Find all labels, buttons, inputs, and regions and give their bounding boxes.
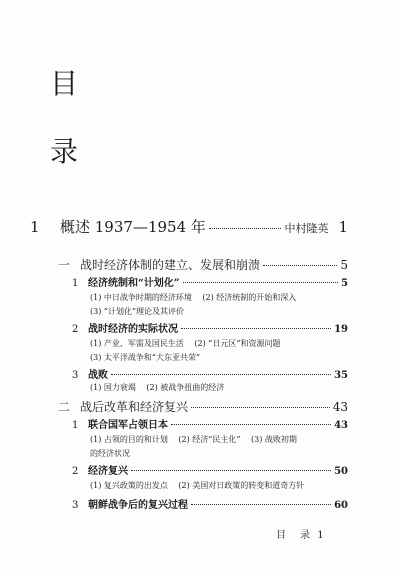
toc-subsection-line: (1) 中日战争时期的经济环境 (2) 经济统制的开始和深入 <box>90 293 297 302</box>
dot-leader <box>183 282 339 283</box>
section-title: 联合国军占领日本 <box>88 420 168 431</box>
dot-leader <box>209 228 282 229</box>
section-page: 35 <box>334 370 348 381</box>
section-title: 朝鲜战争后的复兴过程 <box>88 500 188 511</box>
section-page: 19 <box>334 324 348 335</box>
dot-leader <box>131 470 331 471</box>
section-page: 43 <box>334 420 348 431</box>
toc-section-1-1[interactable] <box>72 274 348 289</box>
chapter-title: 战时经济体制的建立、发展和崩溃 <box>80 258 261 272</box>
section-number: 3 <box>72 500 79 511</box>
section-title: 经济统制和“计划化” <box>88 278 180 289</box>
section-title: 经济复兴 <box>88 466 128 477</box>
section-number: 3 <box>72 370 79 381</box>
toc-chapter-2[interactable] <box>58 398 348 415</box>
chapter-title: 战后改革和经济复兴 <box>80 400 189 414</box>
part-title: 概述 1937—1954 年 <box>60 218 206 236</box>
section-number: 1 <box>72 278 79 289</box>
dot-leader <box>191 504 331 505</box>
page-footer <box>276 526 326 541</box>
section-number: 2 <box>72 466 79 477</box>
dot-leader <box>263 265 337 266</box>
part-author: 中村隆英 <box>284 222 329 235</box>
toc-section-2-3[interactable] <box>72 496 348 511</box>
chapter-number: 一 <box>58 258 71 272</box>
toc-chapter-1[interactable] <box>58 256 348 273</box>
toc-part-1[interactable] <box>30 216 348 237</box>
dot-leader <box>191 407 330 408</box>
toc-section-2-1[interactable] <box>72 416 348 431</box>
dot-leader <box>111 374 331 375</box>
dot-leader <box>171 424 331 425</box>
section-number: 1 <box>72 420 79 431</box>
section-page: 5 <box>341 278 348 289</box>
toc-subsection-line: (1) 产业、军需及国民生活 (2) “日元区”和资源问题 <box>90 339 281 348</box>
footer-page-number: 1 <box>317 530 326 541</box>
section-page: 50 <box>334 466 348 477</box>
section-title: 战败 <box>88 370 108 381</box>
toc-section-1-2[interactable] <box>72 320 348 335</box>
chapter-page: 5 <box>340 258 348 272</box>
toc-subsection-line: 的经济状况 <box>90 449 130 458</box>
toc-title-char-1: 目 <box>50 67 79 100</box>
section-title: 战时经济的实际状况 <box>88 324 178 335</box>
toc-subsection-line: (1) 占领的目的和计划 (2) 经济“民主化” (3) 战败初期 <box>90 435 297 444</box>
chapter-page: 43 <box>332 400 348 414</box>
toc-subsection-line: (1) 国力衰竭 (2) 被战争扭曲的经济 <box>90 383 225 392</box>
part-number: 1 <box>30 218 40 236</box>
toc-title-char-2: 录 <box>50 135 79 168</box>
chapter-number: 二 <box>58 400 71 414</box>
section-page: 60 <box>334 500 348 511</box>
footer-label: 目 录 <box>276 530 312 541</box>
toc-section-1-3[interactable] <box>72 366 348 381</box>
dot-leader <box>181 328 331 329</box>
toc-section-2-2[interactable] <box>72 462 348 477</box>
section-number: 2 <box>72 324 79 335</box>
toc-subsection-line: (1) 复兴政策的出发点 (2) 美国对日政策的转变和道奇方针 <box>90 481 305 490</box>
toc-subsection-line: (3) 太平洋战争和“大东亚共荣” <box>90 353 201 362</box>
toc-subsection-line: (3) “计划化”理论及其评价 <box>90 307 185 316</box>
part-page: 1 <box>338 218 348 236</box>
